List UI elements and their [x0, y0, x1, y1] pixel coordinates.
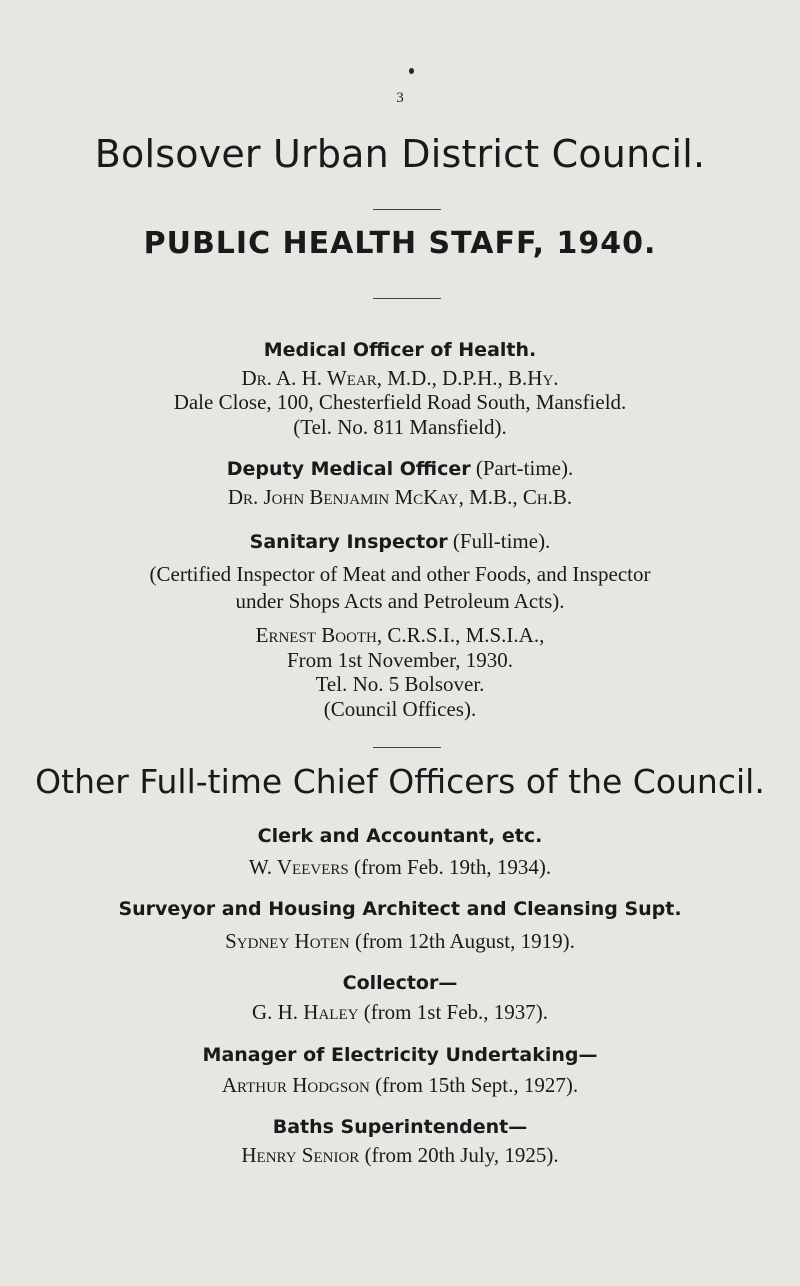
- deputy-note: (Part-time).: [470, 456, 574, 480]
- officer-entry: [0, 1073, 800, 1098]
- officer-heading: Baths Superintendent—: [272, 1116, 528, 1138]
- section-subtitle: PUBLIC HEALTH STAFF, 1940.: [143, 226, 657, 261]
- officer-heading: Collector—: [342, 972, 458, 994]
- sanitary-tel: Tel. No. 5 Bolsover.: [315, 672, 485, 696]
- sanitary-desc-1: (Certified Inspector of Meat and other Foods, and Inspector: [149, 562, 651, 586]
- moh-heading: Medical Officer of Health.: [263, 339, 537, 361]
- officer-since: (from 1st Feb., 1937).: [358, 1000, 549, 1024]
- officer-since: (from 20th July, 1925).: [359, 1143, 559, 1167]
- divider: [373, 747, 441, 748]
- moh-address: Dale Close, 100, Chesterfield Road South, Mansfield.: [173, 390, 627, 414]
- moh-name: Dr. A. H. Wear, M.D., D.P.H., B.Hy.: [241, 366, 559, 390]
- officer-name: Sydney Hoten: [225, 929, 350, 953]
- deputy-heading-title: Deputy Medical Officer: [226, 458, 471, 480]
- sanitary-note: (Full-time).: [447, 529, 551, 553]
- officer-heading: Surveyor and Housing Architect and Cleansing Supt.: [118, 898, 682, 920]
- officer-name: Henry Senior: [241, 1143, 360, 1167]
- officer-since: (from 15th Sept., 1927).: [369, 1073, 579, 1097]
- sanitary-desc-2: under Shops Acts and Petroleum Acts).: [235, 589, 565, 613]
- officer-entry: [0, 1143, 800, 1168]
- officer-heading: Clerk and Accountant, etc.: [257, 825, 543, 847]
- officer-since: (from 12th August, 1919).: [349, 929, 575, 953]
- page-mark: [409, 68, 414, 74]
- divider: [373, 209, 441, 210]
- officer-entry: [0, 855, 800, 880]
- sanitary-heading: [0, 529, 800, 554]
- officer-heading: Manager of Electricity Undertaking—: [202, 1044, 598, 1066]
- page-number: 3: [396, 90, 404, 106]
- officer-name: G. H. Haley: [251, 1000, 359, 1024]
- sanitary-heading-title: Sanitary Inspector: [249, 531, 448, 553]
- officer-entry: [0, 1000, 800, 1025]
- officer-entry: [0, 929, 800, 954]
- moh-tel: (Tel. No. 811 Mansfield).: [293, 415, 507, 439]
- officer-name: Arthur Hodgson: [221, 1073, 370, 1097]
- deputy-name: Dr. John Benjamin McKay, M.B., Ch.B.: [227, 485, 573, 509]
- page-title: Bolsover Urban District Council.: [94, 132, 706, 176]
- deputy-heading: [0, 456, 800, 481]
- divider: [373, 298, 441, 299]
- other-officers-title: Other Full-time Chief Officers of the Council.: [35, 762, 765, 801]
- sanitary-office: (Council Offices).: [323, 697, 477, 721]
- officer-since: (from Feb. 19th, 1934).: [348, 855, 552, 879]
- sanitary-from: From 1st November, 1930.: [286, 648, 514, 672]
- officer-name: W. Veevers: [248, 855, 349, 879]
- sanitary-name: Ernest Booth, C.R.S.I., M.S.I.A.,: [255, 623, 545, 647]
